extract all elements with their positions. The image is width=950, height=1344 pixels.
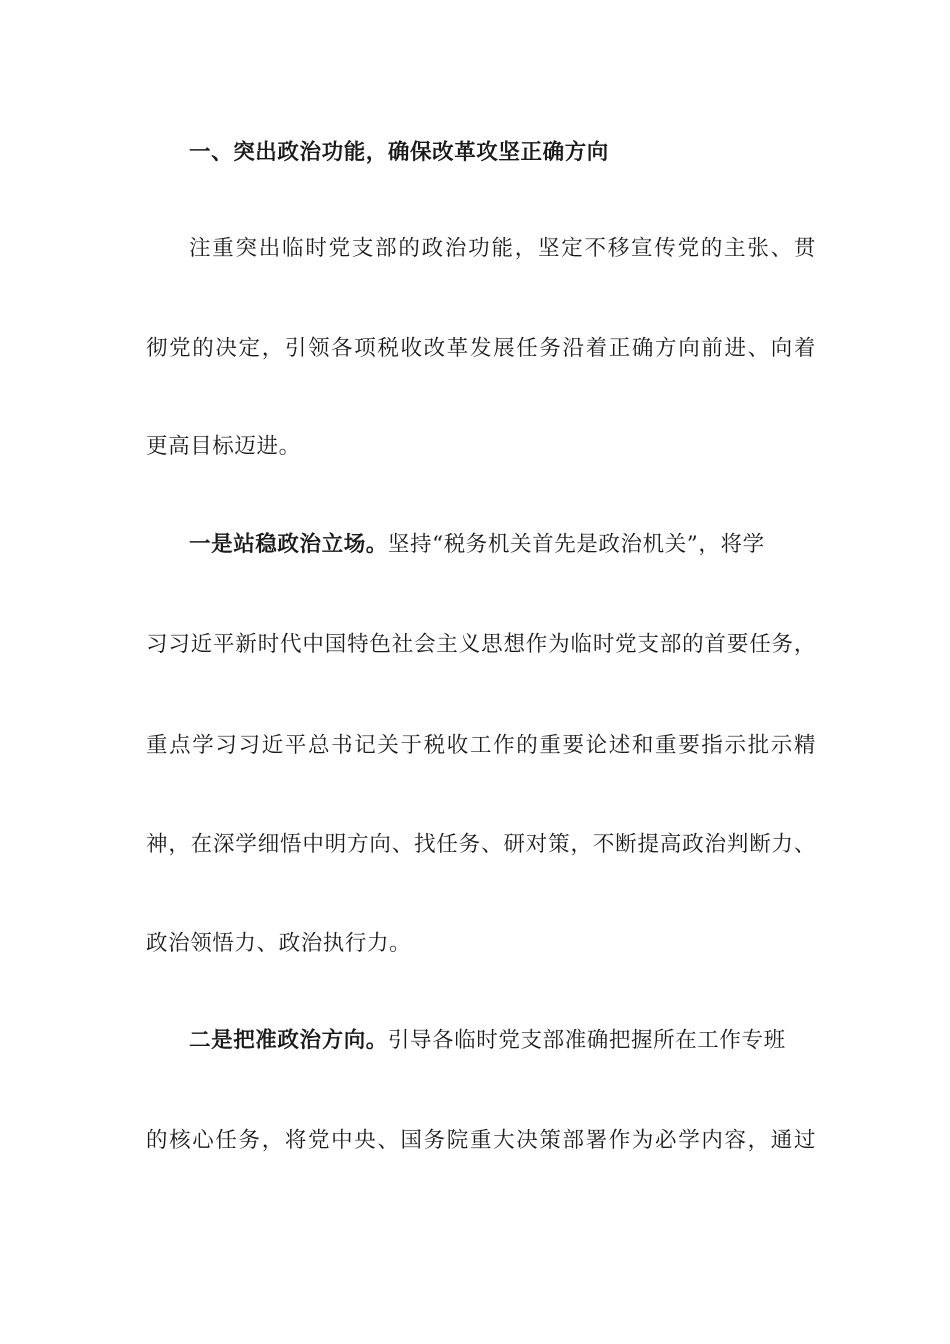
paragraph-3-lead: 二是把准政治方向。: [189, 1028, 388, 1053]
paragraph-2-line-2: 习习近平新时代中国特色社会主义思想作为临时党支部的首要任务，: [146, 632, 816, 657]
paragraph-3-line-2: 的核心任务，将党中央、国务院重大决策部署作为必学内容，通过: [146, 1128, 816, 1153]
paragraph-2-line-4: 神，在深学细悟中明方向、找任务、研对策，不断提高政治判断力、: [146, 832, 816, 857]
section-heading: 一、突出政治功能，确保改革攻坚正确方向: [189, 140, 609, 165]
paragraph-3-line-1-text: 引导各临时党支部准确把握所在工作专班: [387, 1028, 786, 1053]
paragraph-1-line-3: 更高目标迈进。: [146, 434, 301, 459]
paragraph-1-line-2: 彻党的决定，引领各项税收改革发展任务沿着正确方向前进、向着: [146, 336, 816, 361]
paragraph-2-line-1-text: 坚持“税务机关首先是政治机关”，将学: [387, 532, 765, 557]
paragraph-2-line-1: [189, 525, 816, 565]
paragraph-1-line-1: 注重突出临时党支部的政治功能，坚定不移宣传党的主张、贯: [189, 236, 816, 261]
paragraph-2-line-3: 重点学习习近平总书记关于税收工作的重要论述和重要指示批示精: [146, 733, 816, 758]
paragraph-3-line-1: [189, 1021, 816, 1061]
paragraph-2-lead: 一是站稳政治立场。: [189, 532, 388, 557]
paragraph-2-line-5: 政治领悟力、政治执行力。: [146, 931, 412, 956]
